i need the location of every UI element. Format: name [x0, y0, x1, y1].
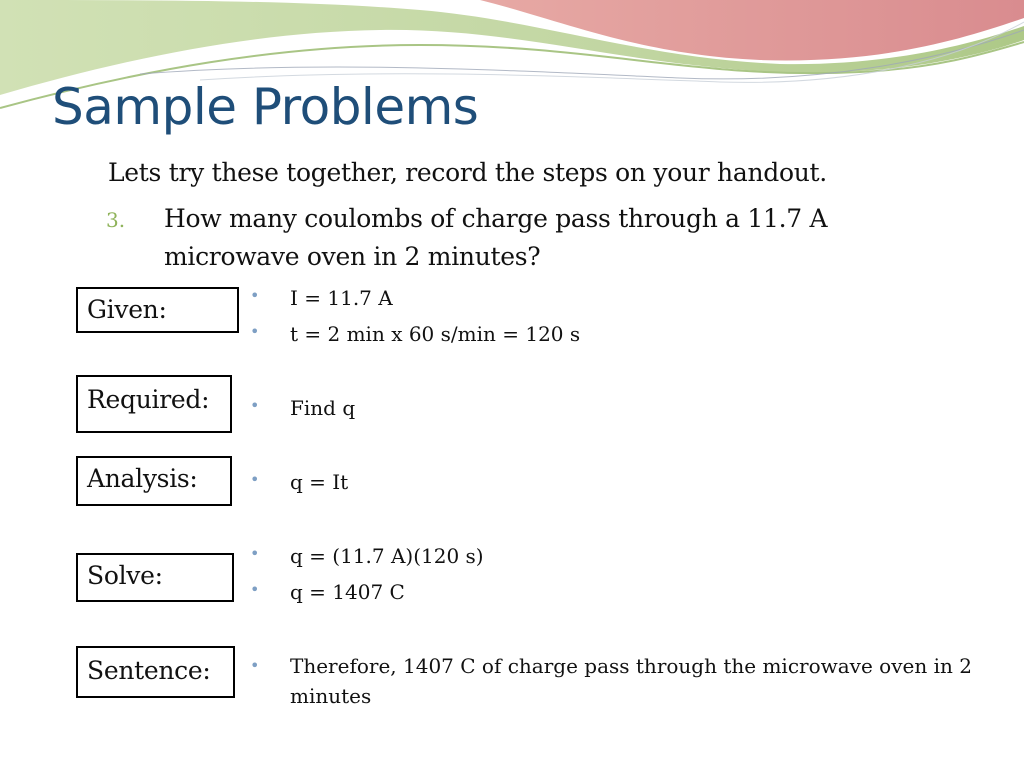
analysis-bullet: • q = It — [290, 470, 348, 494]
solve-bullet-substitution: • q = (11.7 A)(120 s) — [290, 544, 484, 568]
sentence-label-box: Sentence: — [76, 646, 235, 698]
slide-title: Sample Problems — [52, 78, 479, 136]
solve-bullet-result: • q = 1407 C — [290, 580, 405, 604]
solve-label-box: Solve: — [76, 553, 234, 602]
question-number: 3. — [106, 208, 126, 232]
required-label-box: Required: — [76, 375, 232, 433]
given-label-box: Given: — [76, 287, 239, 333]
sentence-bullet: • Therefore, 1407 C of charge pass through the microwave oven in 2 minutes — [290, 651, 980, 711]
given-bullet-current: • I = 11.7 A — [290, 286, 393, 310]
question-text: How many coulombs of charge pass through a 11.7 A microwave oven in 2 minutes? — [164, 204, 828, 271]
required-bullet: • Find q — [290, 396, 355, 420]
given-bullet-time: • t = 2 min x 60 s/min = 120 s — [290, 322, 580, 346]
intro-text: Lets try these together, record the steps on your handout. — [108, 158, 827, 187]
analysis-label-box: Analysis: — [76, 456, 232, 506]
